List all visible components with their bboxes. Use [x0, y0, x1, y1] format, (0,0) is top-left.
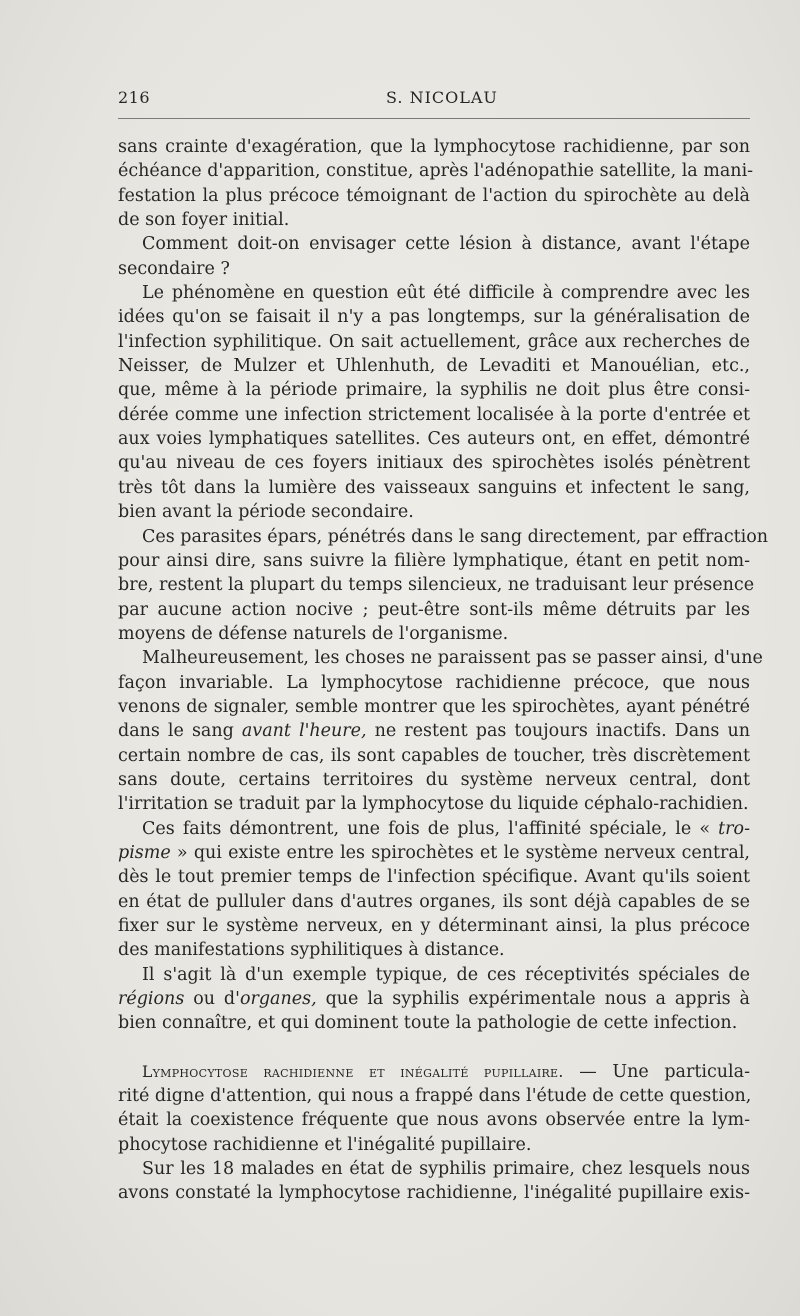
text-line: par aucune action nocive ; peut-être sont-ils même détruits par les [118, 599, 750, 620]
text-run: que la syphilis expérimentale nous a appris à [316, 989, 750, 1010]
text-line: rité digne d'attention, qui nous a frappé dans l'étude de cette question, [118, 1086, 752, 1107]
text-line [118, 1060, 750, 1084]
text-run: » qui existe entre les spirochètes et le système nerveux central, [170, 842, 750, 863]
text-line: Il s'agit là d'un exemple typique, de ces réceptivités spéciales de [142, 964, 750, 985]
text-run: Ces faits démontrent, une fois de plus, l'affinité spéciale, le « [142, 818, 719, 839]
text-line: façon invariable. La lymphocytose rachidienne précoce, que nous [118, 672, 750, 693]
text-line: sans crainte d'exagération, que la lymphocytose rachidienne, par son [118, 137, 750, 157]
body-text [118, 135, 769, 1206]
page-number: 216 [118, 88, 151, 107]
section-heading: Lymphocytose rachidienne et inégalité pupillaire. [142, 1062, 564, 1081]
text-line: bre, restent la plupart du temps silencieux, ne traduisant leur présence [118, 575, 755, 596]
text-line: en état de pulluler dans d'autres organes, ils sont déjà capables de se [118, 891, 750, 912]
italic-run: organes, [239, 989, 317, 1010]
header-rule [118, 118, 750, 119]
text-line: échéance d'apparition, constitue, après l'adénopathie satellite, la mani- [118, 161, 754, 182]
text-line: secondaire ? [118, 258, 230, 279]
text-line: dérée comme une infection strictement localisée à la porte d'entrée et [118, 404, 750, 425]
text-line: Ces parasites épars, pénétrés dans le sang directement, par effraction [142, 526, 769, 547]
text-line [118, 817, 750, 841]
text-line: qu'au niveau de ces foyers initiaux des spirochètes isolés pénètrent [118, 453, 750, 474]
text-line: Le phénomène en question eût été difficile à comprendre avec les [142, 283, 750, 304]
text-line: aux voies lymphatiques satellites. Ces auteurs ont, en effet, démontré [118, 429, 750, 450]
text-line: très tôt dans la lumière des vaisseaux sanguins et infectent le sang, [118, 477, 750, 498]
text-line: l'infection syphilitique. On sait actuellement, grâce aux recherches de [118, 331, 750, 352]
text-line: bien connaître, et qui dominent toute la pathologie de cette infection. [118, 1013, 738, 1034]
text-line: idées qu'on se faisait il n'y a pas longtemps, sur la généralisation de [118, 307, 750, 328]
text-run: ne restent pas toujours inactifs. Dans un [366, 721, 750, 742]
text-line: Malheureusement, les choses ne paraissent pas se passer ainsi, d'une [142, 648, 763, 669]
page-header [118, 88, 750, 112]
text-run: dans le sang [118, 721, 242, 742]
text-line: moyens de défense naturels de l'organisme. [118, 623, 509, 644]
section-gap [118, 1036, 750, 1060]
text-line: Comment doit-on envisager cette lésion à distance, avant l'étape [142, 234, 750, 255]
text-line [118, 987, 750, 1011]
text-line: certain nombre de cas, ils sont capables de toucher, très discrètement [118, 745, 750, 766]
text-line: bien avant la période secondaire. [118, 502, 414, 523]
text-line: était la coexistence fréquente que nous avons observée entre la lym- [118, 1110, 750, 1131]
text-run: — Une particula- [563, 1061, 750, 1082]
text-line: Sur les 18 malades en état de syphilis primaire, chez lesquels nous [142, 1159, 750, 1180]
text-line: Neisser, de Mulzer et Uhlenhuth, de Levaditi et Manouélian, etc., [118, 356, 750, 377]
text-line: l'irritation se traduit par la lymphocytose du liquide céphalo-rachidien. [118, 794, 749, 815]
italic-run: tro- [718, 818, 750, 839]
running-head: S. NICOLAU [386, 88, 498, 107]
text-run: ou d' [184, 989, 240, 1010]
text-line: venons de signaler, semble montrer que les spirochètes, ayant pénétré [118, 696, 750, 717]
text-line [118, 719, 750, 743]
text-line: dès le tout premier temps de l'infection spécifique. Avant qu'ils soient [118, 867, 750, 888]
text-line: de son foyer initial. [118, 210, 290, 231]
text-line: sans doute, certains territoires du système nerveux central, dont [118, 769, 750, 790]
italic-run: régions [118, 989, 185, 1010]
text-line: phocytose rachidienne et l'inégalité pupillaire. [118, 1134, 532, 1155]
text-line: des manifestations syphilitiques à distance. [118, 940, 505, 961]
text-line [118, 841, 750, 865]
text-line: festation la plus précoce témoignant de l'action du spirochète au delà [118, 185, 750, 206]
text-line: avons constaté la lymphocytose rachidienne, l'inégalité pupillaire exis- [118, 1183, 750, 1204]
text-line: pour ainsi dire, sans suivre la filière lymphatique, étant en petit nom- [118, 550, 750, 571]
text-line: que, même à la période primaire, la syphilis ne doit plus être consi- [118, 380, 750, 401]
italic-run: avant l'heure, [241, 721, 367, 742]
italic-run: pisme [118, 842, 171, 863]
text-line: fixer sur le système nerveux, en y déterminant ainsi, la plus précoce [118, 916, 750, 936]
